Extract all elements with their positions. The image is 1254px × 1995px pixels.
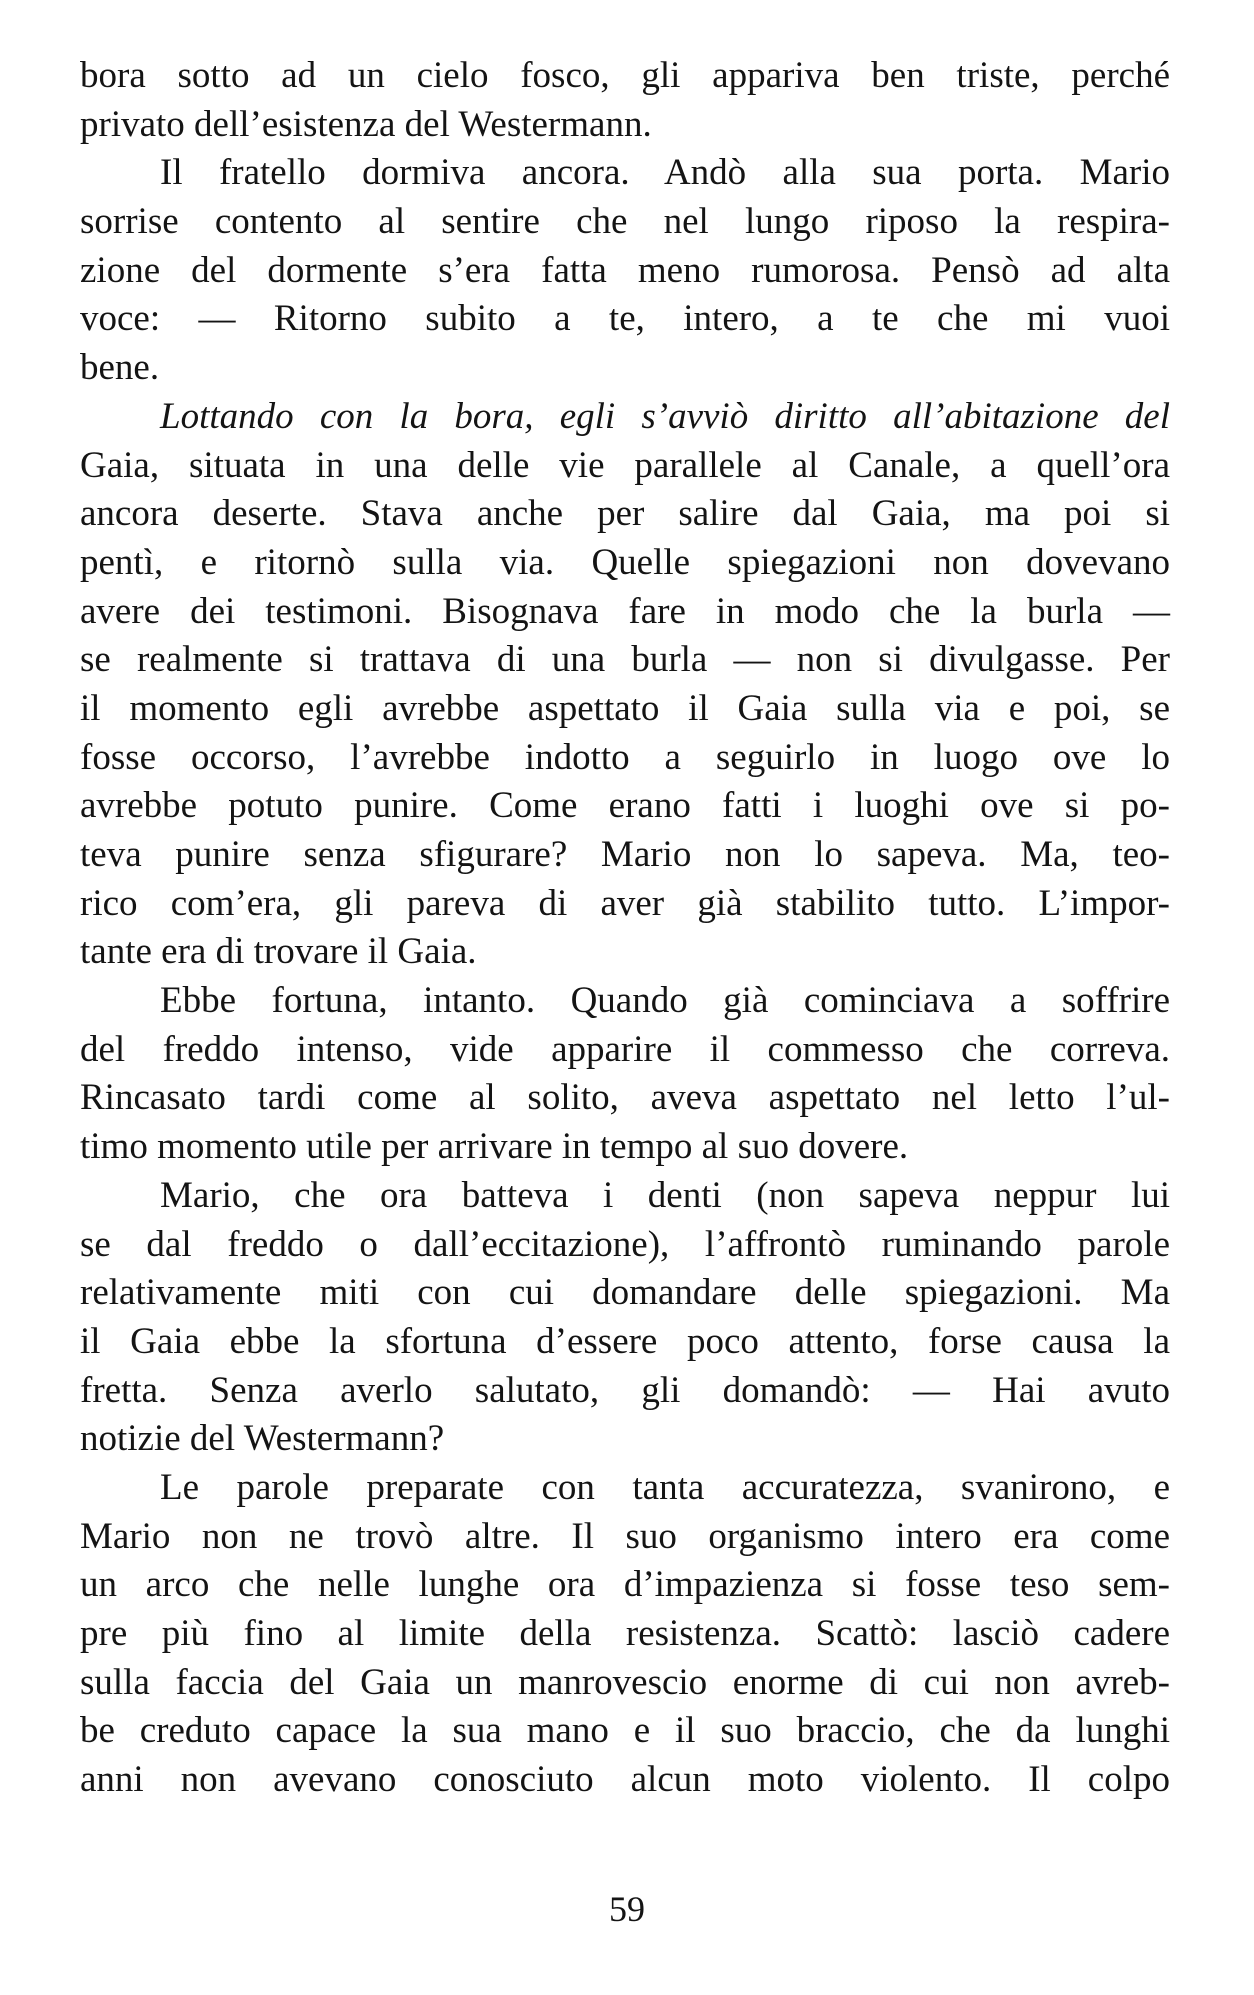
text-line: teva punire senza sfigurare? Mario non lo sapeva. Ma, teo- [80,834,1170,875]
text-line: notizie del Westermann? [80,1418,445,1460]
text-line: sorrise contento al sentire che nel lungo riposo la respira- [80,201,1170,243]
text-line: Mario non ne trovò altre. Il suo organismo intero era come [80,1515,1170,1557]
text-line: il Gaia ebbe la sfortuna d’essere poco attento, forse causa la [80,1320,1170,1362]
text-line: Le parole preparate con tanta accuratezza, svanirono, e [160,1466,1170,1508]
text-line: fosse occorso, l’avrebbe indotto a seguirlo in luogo ove lo [80,736,1170,778]
text-line: Rincasato tardi come al solito, aveva aspettato nel letto l’ul- [80,1077,1170,1119]
text-line: timo momento utile per arrivare in tempo al suo dovere. [80,1126,909,1168]
text-line: bene. [80,347,160,389]
text-line: voce: — Ritorno subito a te, intero, a te che mi vuoi [80,298,1170,340]
text-line: relativamente miti con cui domandare delle spiegazioni. Ma [80,1272,1170,1314]
text-line: privato dell’esistenza del Westermann. [80,103,652,145]
text-line: avrebbe potuto punire. Come erano fatti i luoghi ove si po- [80,785,1170,827]
text-line: Gaia, situata in una delle vie parallele al Canale, a quell’ora [80,444,1170,486]
text-line: anni non avevano conosciuto alcun moto violento. Il colpo [80,1759,1170,1801]
text-line: Il fratello dormiva ancora. Andò alla sua porta. Mario [160,152,1170,194]
text-line: un arco che nelle lunghe ora d’impazienza si fosse teso sem- [80,1564,1170,1606]
text-line: zione del dormente s’era fatta meno rumorosa. Pensò ad alta [80,249,1170,291]
text-line: sulla faccia del Gaia un manrovescio enorme di cui non avreb- [80,1661,1170,1703]
text-line: ancora deserte. Stava anche per salire dal Gaia, ma poi si [80,493,1170,535]
text-line: be creduto capace la sua mano e il suo braccio, che da lunghi [80,1710,1170,1752]
text-line: il momento egli avrebbe aspettato il Gaia sulla via e poi, se [80,687,1170,729]
text-line: avere dei testimoni. Bisognava fare in modo che la burla — [80,590,1170,632]
text-line: rico com’era, gli pareva di aver già stabilito tutto. L’impor- [80,882,1170,924]
text-line: fretta. Senza averlo salutato, gli domandò: — Hai avuto [80,1369,1170,1411]
text-line: pentì, e ritornò sulla via. Quelle spiegazioni non dovevano [80,541,1170,583]
page-number: 59 [609,1889,645,1929]
text-line: Ebbe fortuna, intanto. Quando già cominciava a soffrire [160,980,1170,1022]
text-line: del freddo intenso, vide apparire il commesso che correva. [80,1028,1170,1070]
text-line: Lottando con la bora, egli s’avviò diritto all’abitazione del [160,395,1170,437]
text-line: pre più fino al limite della resistenza. Scattò: lasciò cadere [80,1613,1170,1654]
text-line: se dal freddo o dall’eccitazione), l’affrontò ruminando parole [80,1223,1170,1265]
body-text [80,52,1170,1805]
text-line: bora sotto ad un cielo fosco, gli appariva ben triste, perché [80,55,1170,96]
text-line: Mario, che ora batteva i denti (non sapeva neppur lui [160,1174,1170,1216]
text-line: tante era di trovare il Gaia. [80,931,477,973]
text-line: se realmente si trattava di una burla — non si divulgasse. Per [80,639,1170,681]
